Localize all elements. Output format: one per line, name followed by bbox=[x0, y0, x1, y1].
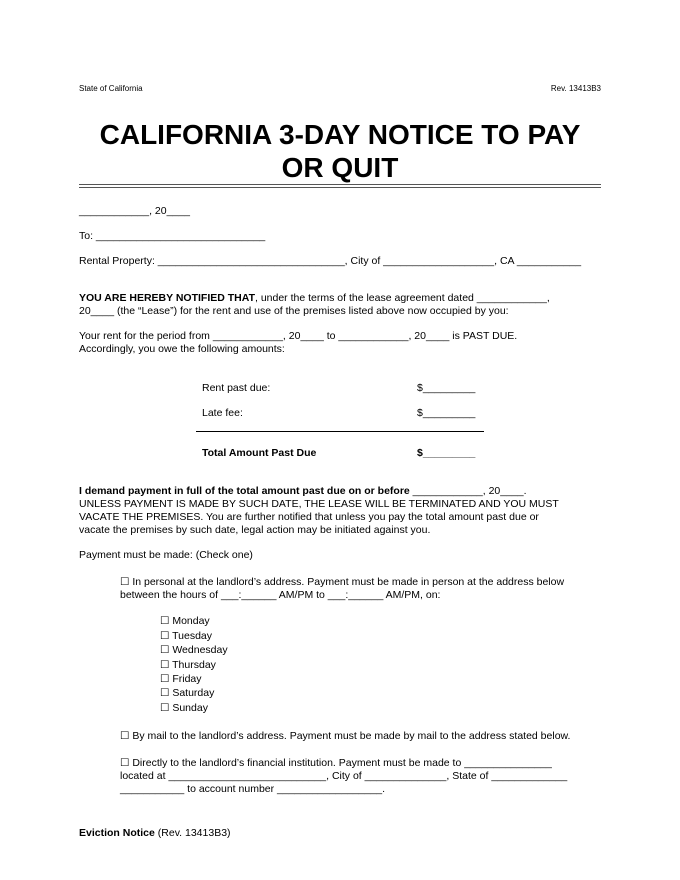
notice-bold: YOU ARE HEREBY NOTIFIED THAT bbox=[79, 292, 255, 304]
notice-paragraph bbox=[79, 292, 550, 318]
late-fee-label: Late fee: bbox=[202, 407, 243, 419]
notice-rest: , under the terms of the lease agreement dated ____________, bbox=[254, 292, 550, 304]
payment-option-financial-institution[interactable] bbox=[120, 757, 567, 796]
demand-line-4: vacate the premises by such date, legal action may be initiated against you. bbox=[79, 524, 431, 536]
option-bank-line-2: located at ___________________________, City of ______________, State of _____________ bbox=[120, 770, 568, 782]
demand-line-2: UNLESS PAYMENT IS MADE BY SUCH DATE, THE LEASE WILL BE TERMINATED AND YOU MUST bbox=[79, 498, 559, 510]
rent-period-line-1: Your rent for the period from ____________, 20____ to ____________, 20____ is PAST DUE. bbox=[79, 330, 518, 342]
total-past-due-label: Total Amount Past Due bbox=[202, 447, 317, 459]
option-bank-line-1[interactable]: ☐ Directly to the landlord’s financial institution. Payment must be made to _______________ bbox=[120, 757, 552, 769]
payment-option-mail[interactable]: ☐ By mail to the landlord’s address. Payment must be made by mail to the address stated below. bbox=[120, 730, 571, 742]
day-checkbox-sunday[interactable]: ☐ Sunday bbox=[160, 702, 208, 714]
day-checkbox-saturday[interactable]: ☐ Saturday bbox=[160, 687, 215, 699]
rent-period-paragraph bbox=[79, 330, 517, 356]
title-rule-bottom bbox=[79, 187, 601, 188]
option-bank-line-3: ___________ to account number __________________. bbox=[120, 783, 386, 795]
day-checkbox-thursday[interactable]: ☐ Thursday bbox=[160, 659, 216, 671]
rent-past-due-label: Rent past due: bbox=[202, 382, 271, 394]
title-rule-top bbox=[79, 184, 601, 185]
day-checkbox-friday[interactable]: ☐ Friday bbox=[160, 673, 202, 685]
notice-line-2: 20____ (the “Lease”) for the rent and use of the premises listed above now occupied by you: bbox=[79, 305, 509, 317]
footer bbox=[79, 827, 231, 840]
option-in-person-line-2: between the hours of ___:______ AM/PM to ___:______ AM/PM, on: bbox=[120, 589, 441, 601]
date-field[interactable]: ____________, 20____ bbox=[79, 205, 190, 217]
document-title bbox=[60, 118, 620, 184]
demand-paragraph bbox=[79, 485, 559, 537]
late-fee-value[interactable]: $_________ bbox=[417, 407, 476, 419]
total-past-due-value[interactable]: $_________ bbox=[417, 447, 476, 459]
day-checkbox-tuesday[interactable]: ☐ Tuesday bbox=[160, 630, 213, 642]
title-line-2: OR QUIT bbox=[281, 152, 399, 183]
day-checkbox-wednesday[interactable]: ☐ Wednesday bbox=[160, 644, 228, 656]
to-field[interactable]: To: _____________________________ bbox=[79, 230, 266, 242]
payment-heading: Payment must be made: (Check one) bbox=[79, 549, 253, 561]
revision-label: Rev. 13413B3 bbox=[550, 84, 601, 93]
rent-period-line-2: Accordingly, you owe the following amounts: bbox=[79, 343, 285, 355]
amounts-divider bbox=[196, 431, 484, 432]
rental-property-field[interactable]: Rental Property: ________________________________, City of ___________________, CA ___________ bbox=[79, 255, 582, 267]
option-in-person-line-1[interactable]: ☐ In personal at the landlord’s address. Payment must be made in person at the address below bbox=[120, 576, 565, 588]
footer-bold: Eviction Notice bbox=[79, 827, 155, 839]
demand-bold: I demand payment in full of the total amount past due on or before bbox=[79, 485, 410, 497]
demand-line-3: VACATE THE PREMISES. You are further notified that unless you pay the total amount past due or bbox=[79, 511, 539, 523]
demand-date[interactable]: ____________, 20____. bbox=[409, 485, 527, 497]
footer-rev: (Rev. 13413B3) bbox=[154, 827, 231, 839]
state-label: State of California bbox=[79, 84, 143, 93]
title-line-1: CALIFORNIA 3-DAY NOTICE TO PAY bbox=[99, 119, 581, 150]
payment-option-in-person[interactable] bbox=[120, 576, 564, 602]
rent-past-due-value[interactable]: $_________ bbox=[417, 382, 476, 394]
day-checkbox-monday[interactable]: ☐ Monday bbox=[160, 615, 210, 627]
